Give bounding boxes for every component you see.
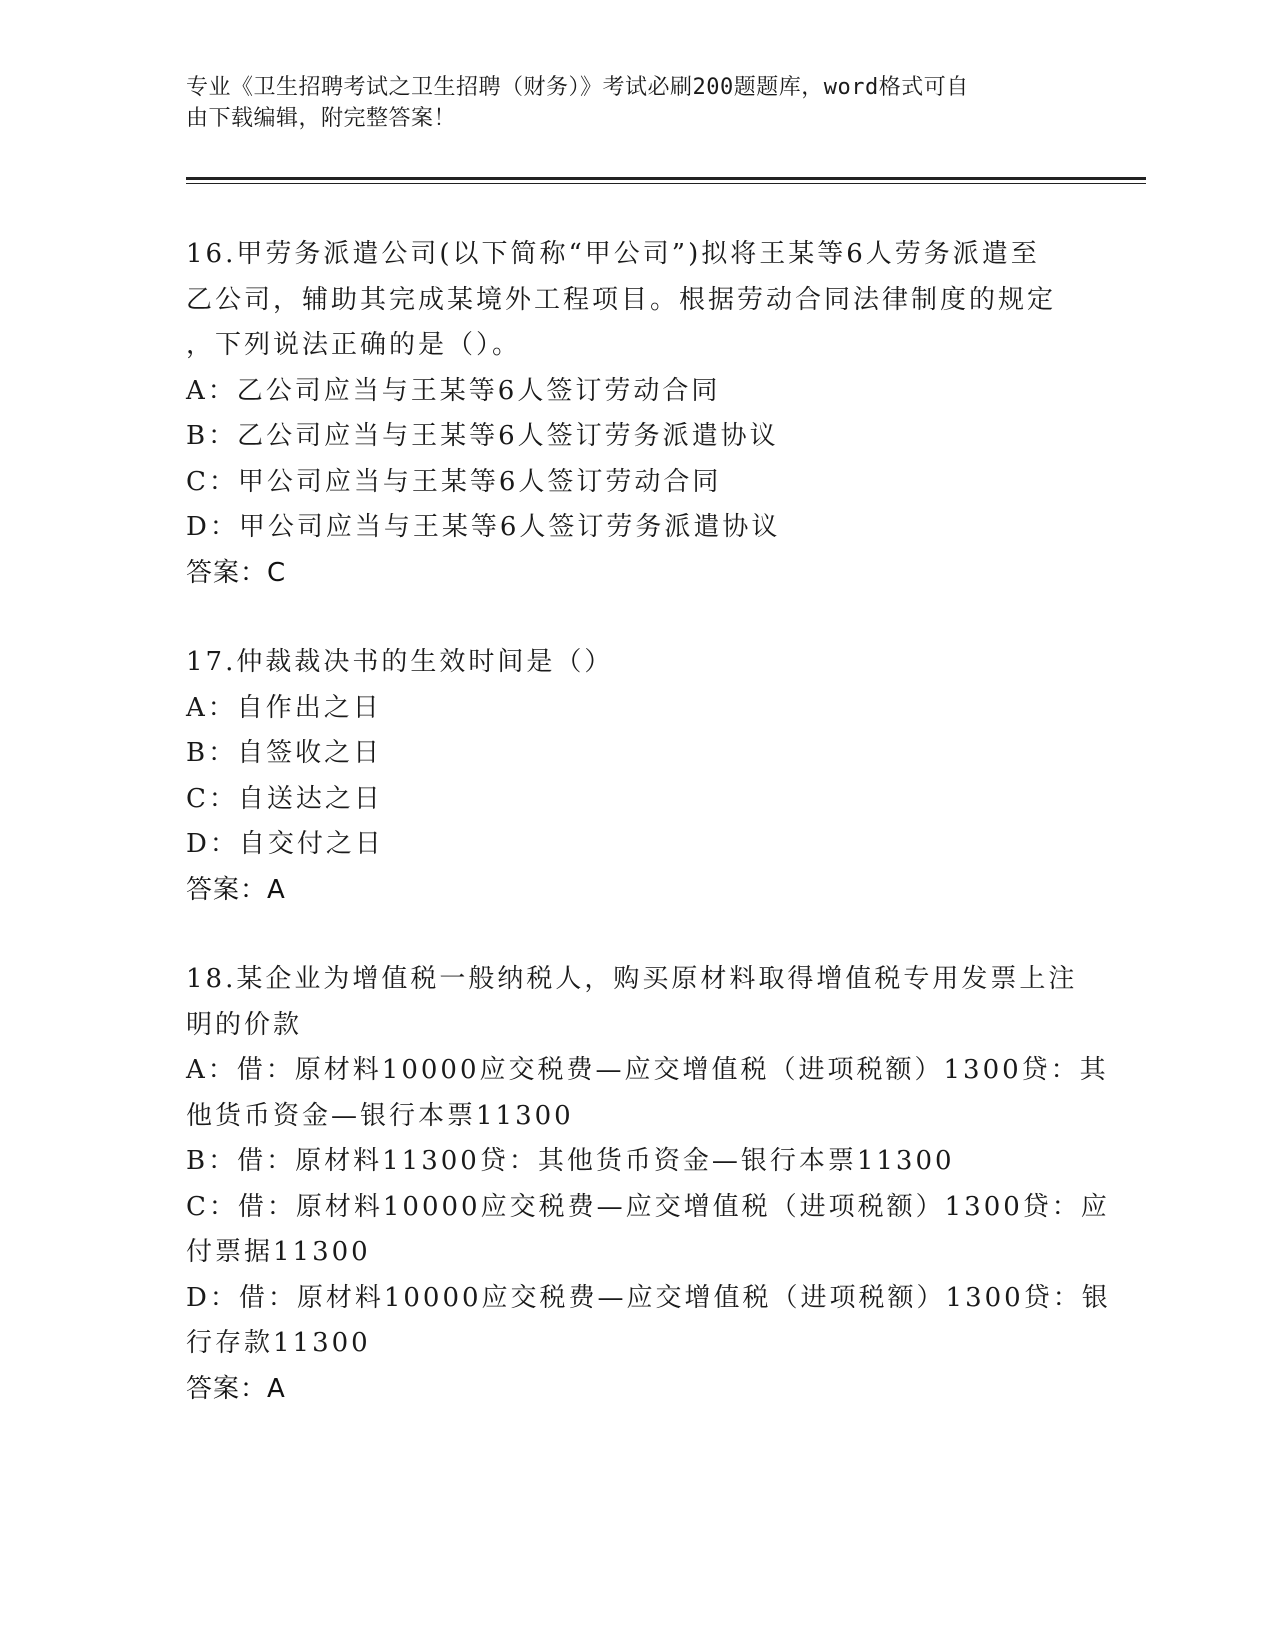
option-c: C：自送达之日 [186,783,383,814]
question-stem-line: ，下列说法正确的是（）。 [186,330,522,360]
option-d: D：甲公司应当与王某等6人签订劳务派遣协议 [186,512,781,542]
option-b: B：乙公司应当与王某等6人签订劳务派遣协议 [186,421,779,451]
answer-line: 答案：A [186,874,286,905]
question-stem-line: 乙公司，辅助其完成某境外工程项目。根据劳动合同法律制度的规定 [186,284,1057,315]
question-stem-line: 明的价款 [186,1009,303,1040]
document-header [186,72,1086,134]
answer-line: 答案：A [186,1373,286,1404]
option-c: C：借：原材料10000应交税费—应交增值税（进项税额）1300贷：应 [186,1191,1110,1222]
option-a: A：借：原材料10000应交税费—应交增值税（进项税额）1300贷：其 [186,1055,1109,1085]
header-divider-thin [186,183,1146,184]
question-list [186,232,1111,1456]
header-divider-thick [186,177,1146,180]
header-line-1: 专业《卫生招聘考试之卫生招聘（财务）》考试必刷200题题库，word格式可自 [186,75,969,100]
question-stem-line: 17.仲裁裁决书的生效时间是（） [186,647,614,677]
question-18 [186,957,1111,1412]
header-line-2: 由下载编辑，附完整答案！ [186,106,457,131]
option-a: A：自作出之日 [186,692,382,723]
option-b: B：自签收之日 [186,738,383,768]
option-a-continued: 他货币资金—银行本票11300 [186,1100,574,1131]
question-stem-line: 16.甲劳务派遣公司(以下简称“甲公司”)拟将王某等6人劳务派遣至 [186,239,1040,269]
question-stem-line: 18.某企业为增值税一般纳税人，购买原材料取得增值税专用发票上注 [186,964,1078,994]
option-c: C：甲公司应当与王某等6人签订劳动合同 [186,466,722,497]
option-d: D：借：原材料10000应交税费—应交增值税（进项税额）1300贷：银 [186,1282,1111,1313]
question-16 [186,232,1086,596]
question-17 [186,640,1086,913]
option-d-continued: 行存款11300 [186,1328,371,1358]
answer-line: 答案：C [186,557,287,588]
option-c-continued: 付票据11300 [186,1237,371,1267]
option-b: B：借：原材料11300贷：其他货币资金—银行本票11300 [186,1146,955,1176]
option-d: D：自交付之日 [186,829,384,859]
option-a: A：乙公司应当与王某等6人签订劳动合同 [186,375,721,406]
